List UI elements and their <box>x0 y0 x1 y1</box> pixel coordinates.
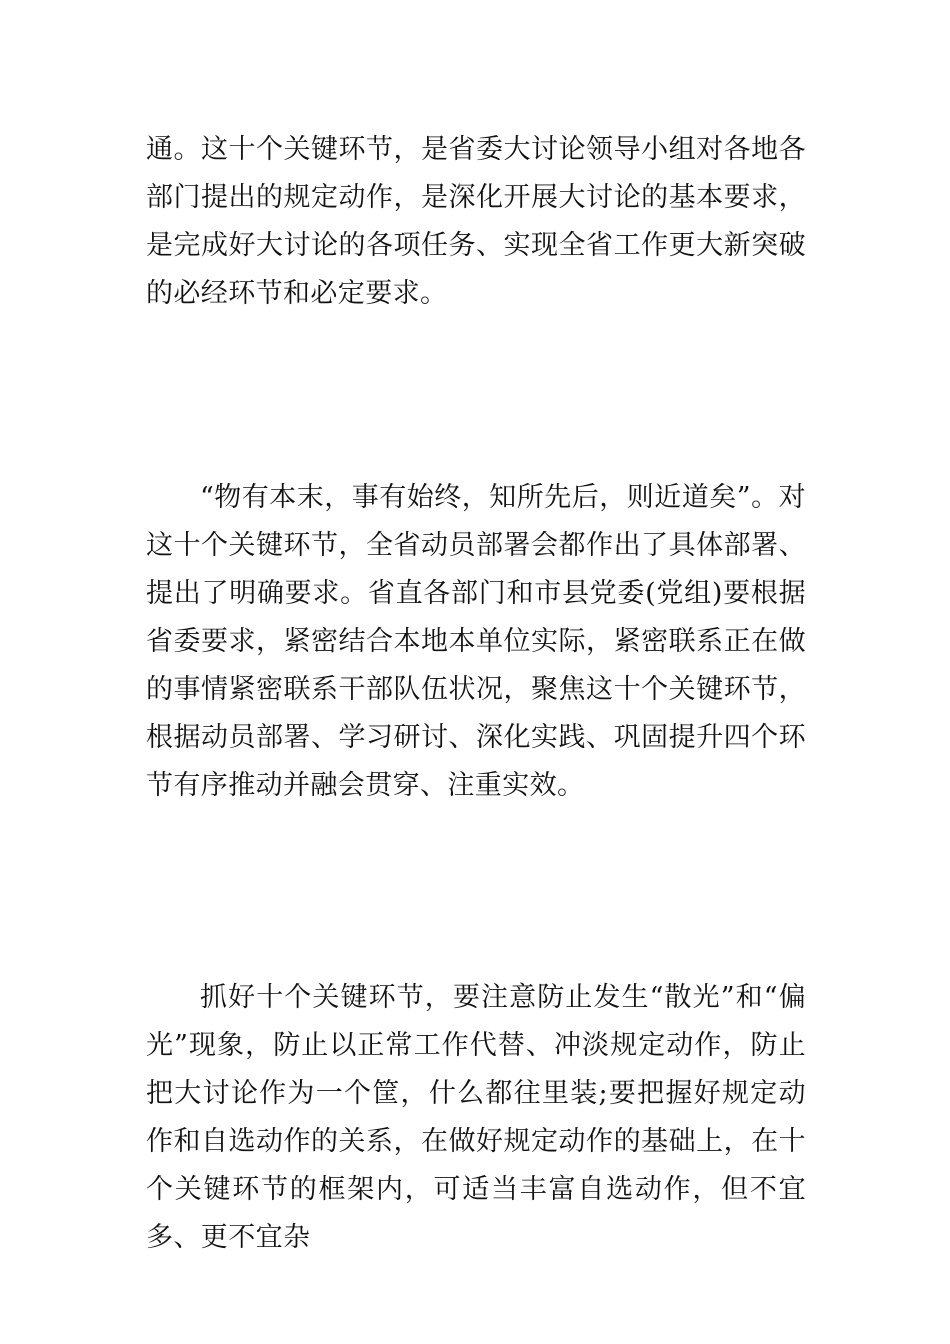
paragraph-1: 通。这十个关键环节，是省委大讨论领导小组对各地各部门提出的规定动作，是深化开展大讨论的基本要求，是完成好大讨论的各项任务、实现全省工作更大新突破的必经环节和必定要求。 <box>146 134 806 309</box>
paragraph-2: “物有本末，事有始终，知所先后，则近道矣”。对这十个关键环节，全省动员部署会都作出了具体部署、提出了明确要求。省直各部门和市县党委(党组)要根据省委要求，紧密结合本地本单位实际，紧密联系正在做的事情紧密联系干部队伍状况，聚焦这十个关键环节，根据动员部署、学习研讨、深化实践、巩固提升四个环节有序推动并融会贯穿、注重实效。 <box>146 482 806 801</box>
paragraph-3: 抓好十个关键环节，要注意防止发生“散光”和“偏光”现象，防止以正常工作代替、冲淡规定动作，防止把大讨论作为一个筐，什么都往里装;要把握好规定动作和自选动作的关系，在做好规定动作的基础上，在十个关键环节的框架内，可适当丰富自选动作，但不宜多、更不宜杂 <box>146 982 806 1253</box>
